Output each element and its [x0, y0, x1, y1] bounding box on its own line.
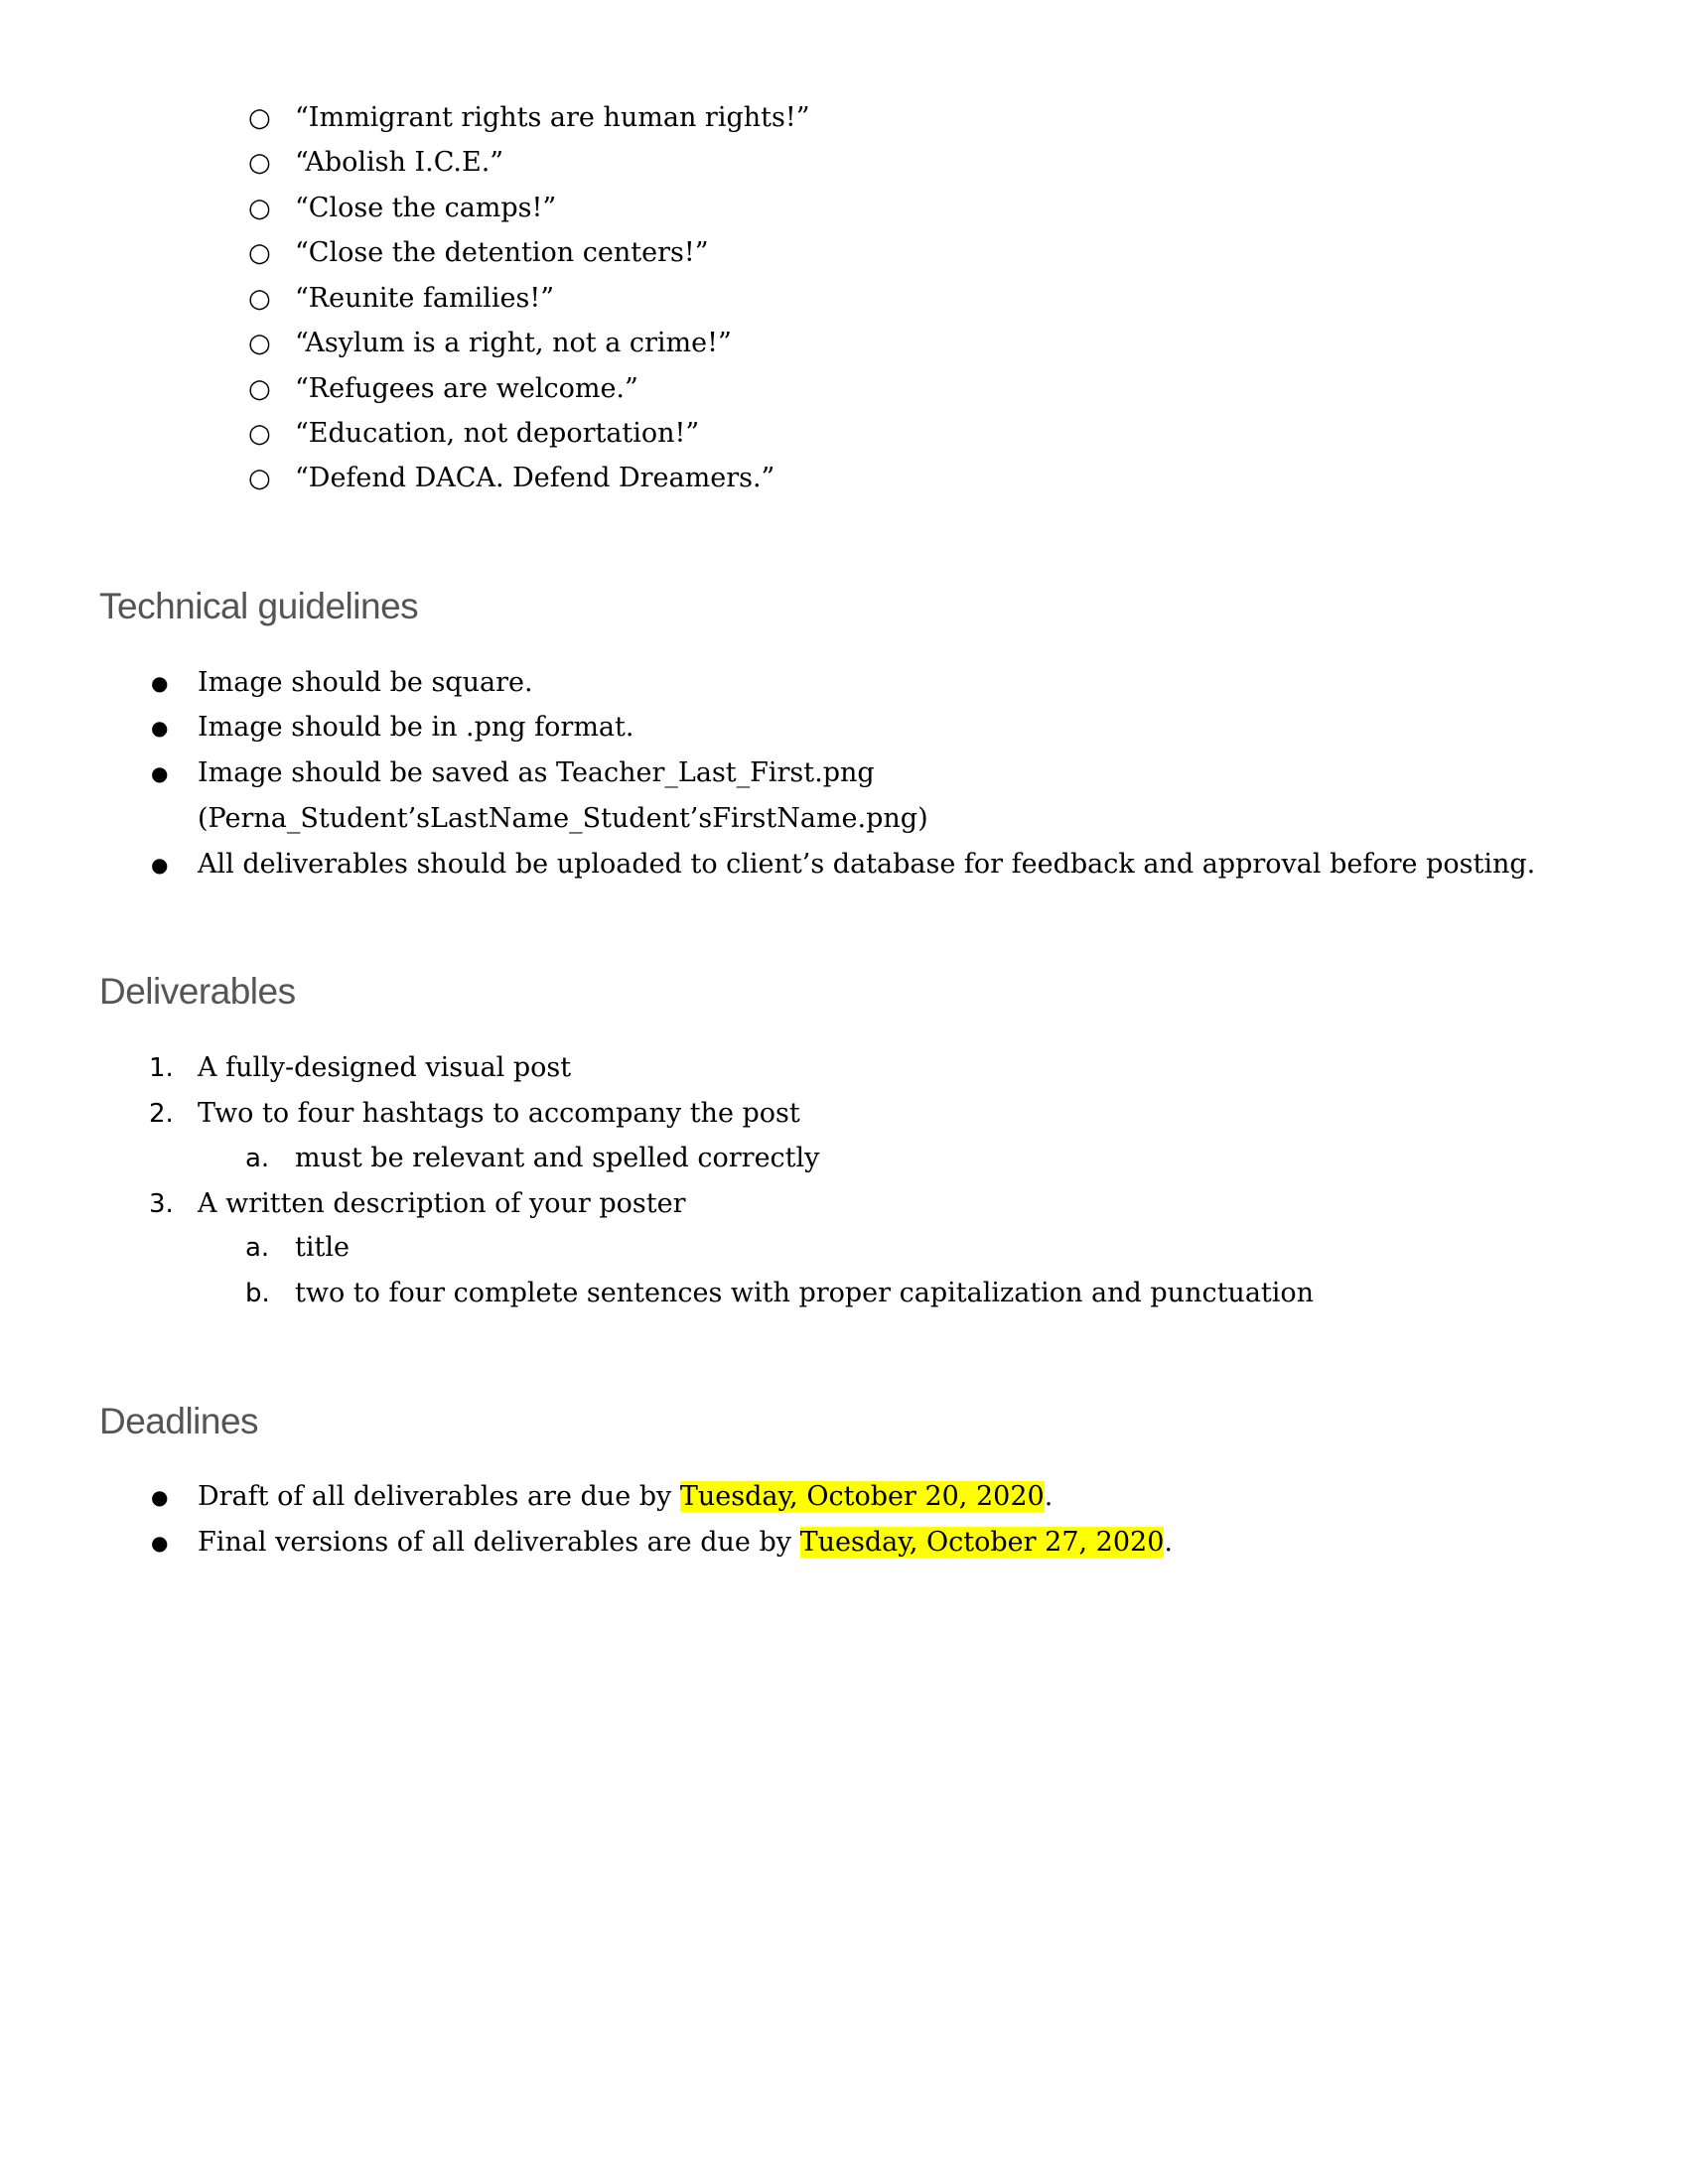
highlighted-date: Tuesday, October 20, 2020	[679, 1481, 1045, 1512]
technical-item: All deliverables should be uploaded to client’s database for feedback and approval before posting.	[198, 849, 1536, 880]
hollow-bullet-icon: ○	[248, 464, 271, 493]
section-heading-deliverables: Deliverables	[99, 971, 296, 1012]
deadline-text: .	[1044, 1481, 1054, 1512]
highlighted-date: Tuesday, October 27, 2020	[799, 1527, 1165, 1558]
slogan-item: “Close the detention centers!”	[295, 237, 709, 268]
hollow-bullet-icon: ○	[248, 419, 271, 449]
slogan-item: “Refugees are welcome.”	[295, 373, 638, 404]
hollow-bullet-icon: ○	[248, 194, 271, 223]
bullet-icon: ●	[151, 1485, 169, 1509]
slogan-item: “Abolish I.C.E.”	[295, 147, 504, 178]
bullet-icon: ●	[151, 1531, 169, 1555]
deadline-item	[198, 1523, 1173, 1563]
technical-item: Image should be square.	[198, 667, 533, 698]
deadline-text: Final versions of all deliverables are due by	[198, 1527, 800, 1558]
slogan-item: “Defend DACA. Defend Dreamers.”	[295, 463, 775, 493]
hollow-bullet-icon: ○	[248, 148, 271, 178]
deliverable-item: A written description of your poster	[198, 1188, 686, 1219]
deadline-item	[198, 1477, 1053, 1517]
hollow-bullet-icon: ○	[248, 238, 271, 268]
slogan-item: “Close the camps!”	[295, 193, 557, 223]
deliverable-item: A fully-designed visual post	[198, 1052, 572, 1083]
bullet-icon: ●	[151, 761, 169, 785]
deadline-text: Draft of all deliverables are due by	[198, 1481, 680, 1512]
technical-item: Image should be in .png format.	[198, 712, 634, 743]
technical-item: Image should be saved as Teacher_Last_First.png	[198, 757, 875, 788]
deadline-text: .	[1164, 1527, 1173, 1558]
deliverable-item: title	[295, 1232, 350, 1263]
list-marker: b.	[245, 1279, 270, 1308]
bullet-icon: ●	[151, 853, 169, 877]
slogan-item: “Reunite families!”	[295, 283, 555, 314]
slogan-item: “Asylum is a right, not a crime!”	[295, 328, 732, 358]
section-heading-deadlines: Deadlines	[99, 1401, 259, 1441]
slogan-item: “Immigrant rights are human rights!”	[295, 102, 810, 133]
list-marker: 3.	[149, 1189, 174, 1219]
list-marker: 2.	[149, 1099, 174, 1129]
hollow-bullet-icon: ○	[248, 103, 271, 133]
list-marker: 1.	[149, 1053, 174, 1083]
hollow-bullet-icon: ○	[248, 374, 271, 404]
deliverable-item: two to four complete sentences with proper capitalization and punctuation	[295, 1278, 1315, 1308]
section-heading-technical: Technical guidelines	[99, 586, 419, 626]
hollow-bullet-icon: ○	[248, 284, 271, 314]
deliverable-item: Two to four hashtags to accompany the post	[198, 1098, 800, 1129]
slogan-item: “Education, not deportation!”	[295, 418, 700, 449]
technical-item: (Perna_Student’sLastName_Student’sFirstName.png)	[198, 803, 928, 834]
bullet-icon: ●	[151, 716, 169, 740]
hollow-bullet-icon: ○	[248, 329, 271, 358]
list-marker: a.	[245, 1233, 270, 1263]
list-marker: a.	[245, 1144, 270, 1173]
bullet-icon: ●	[151, 671, 169, 695]
deliverable-item: must be relevant and spelled correctly	[295, 1143, 820, 1173]
